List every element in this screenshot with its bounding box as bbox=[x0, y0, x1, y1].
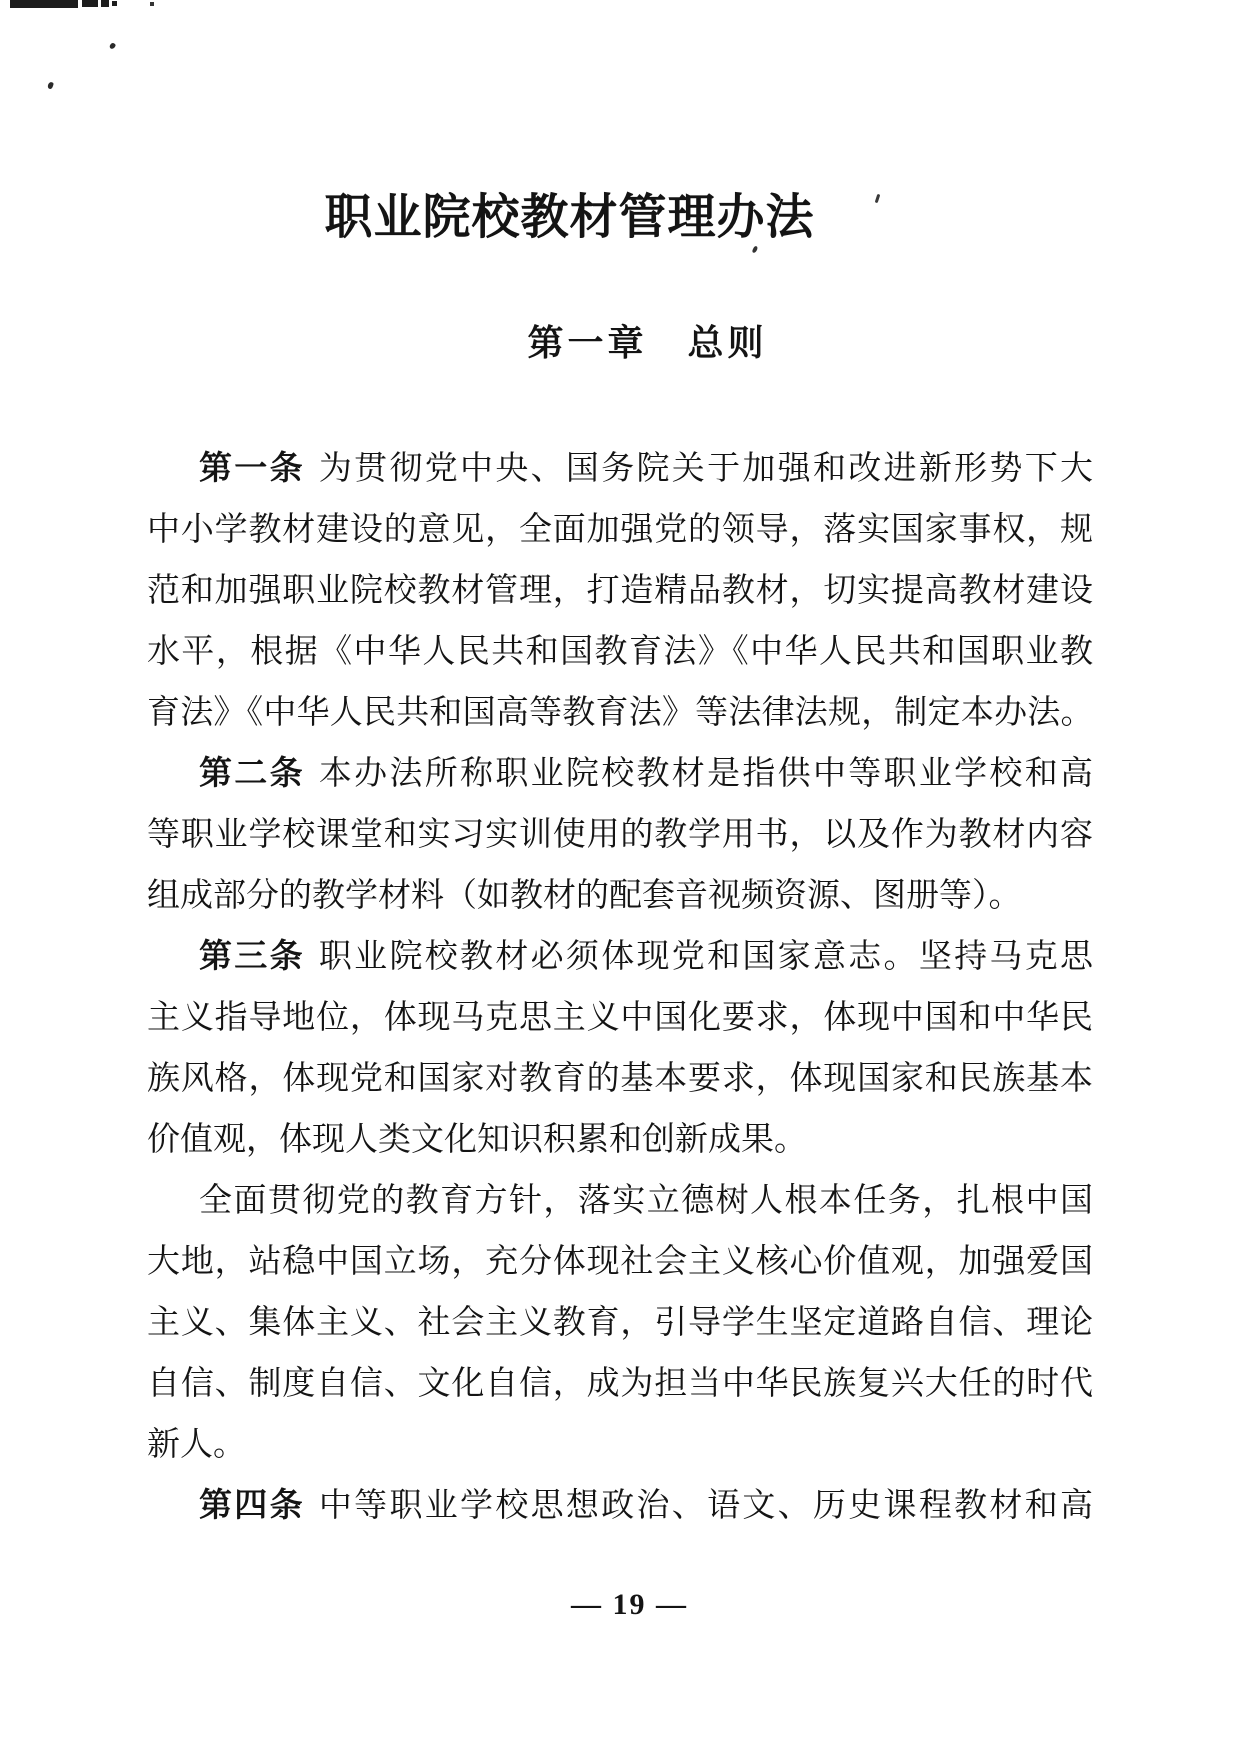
body-line bbox=[147, 439, 1093, 500]
scan-smudge bbox=[101, 0, 109, 7]
line-text: 职业院校教材必须体现党和国家意志。坚持马克思 bbox=[318, 939, 1093, 975]
scan-smudge bbox=[112, 1, 117, 6]
line-text: 族风格，体现党和国家对教育的基本要求，体现国家和民族基本 bbox=[147, 1061, 1093, 1097]
article-label: 第四条 bbox=[199, 1488, 305, 1524]
chapter-heading: 第一章 总则 bbox=[527, 323, 768, 363]
body-line bbox=[147, 927, 1093, 988]
body-line bbox=[147, 561, 1093, 622]
body-line bbox=[147, 1415, 1093, 1476]
body-line bbox=[147, 1049, 1093, 1110]
body-line bbox=[147, 500, 1093, 561]
line-text: 主义指导地位，体现马克思主义中国化要求，体现中国和中华民 bbox=[147, 1000, 1093, 1036]
body-line bbox=[147, 1232, 1093, 1293]
body-line bbox=[147, 1354, 1093, 1415]
scan-smudge bbox=[82, 0, 98, 7]
line-text: 本办法所称职业院校教材是指供中等职业学校和高 bbox=[318, 756, 1093, 792]
line-text: 组成部分的教学材料（如教材的配套音视频资源、图册等）。 bbox=[147, 878, 1022, 914]
line-text: 新人。 bbox=[147, 1427, 246, 1463]
line-text: 自信、制度自信、文化自信，成为担当中华民族复兴大任的时代 bbox=[147, 1366, 1093, 1402]
body-line bbox=[147, 988, 1093, 1049]
body-line bbox=[147, 683, 1093, 744]
body-line bbox=[147, 805, 1093, 866]
line-text: 为贯彻党中央、国务院关于加强和改进新形势下大 bbox=[318, 451, 1093, 487]
body-line bbox=[147, 744, 1093, 805]
body-line bbox=[147, 866, 1093, 927]
body-text bbox=[147, 439, 1093, 1537]
line-text: 主义、集体主义、社会主义教育，引导学生坚定道路自信、理论 bbox=[147, 1305, 1093, 1341]
body-line bbox=[147, 1110, 1093, 1171]
body-line bbox=[147, 622, 1093, 683]
scan-speck bbox=[47, 81, 54, 89]
document-title: 职业院校教材管理办法 bbox=[324, 191, 815, 244]
article-label: 第二条 bbox=[199, 756, 305, 792]
scan-smudge bbox=[10, 0, 78, 8]
body-line bbox=[147, 1476, 1093, 1537]
line-text: 水平，根据《中华人民共和国教育法》《中华人民共和国职业教 bbox=[147, 634, 1093, 670]
line-text: 中小学教材建设的意见，全面加强党的领导，落实国家事权，规 bbox=[147, 512, 1093, 548]
body-line bbox=[147, 1293, 1093, 1354]
line-text: 范和加强职业院校教材管理，打造精品教材，切实提高教材建设 bbox=[147, 573, 1093, 609]
body-line bbox=[147, 1171, 1093, 1232]
scan-speck bbox=[109, 42, 117, 50]
page-number: — 19 — bbox=[571, 1588, 688, 1621]
line-text: 全面贯彻党的教育方针，落实立德树人根本任务，扎根中国 bbox=[199, 1183, 1093, 1219]
scan-smudge bbox=[150, 2, 154, 6]
line-text: 中等职业学校思想政治、语文、历史课程教材和高 bbox=[318, 1488, 1093, 1524]
line-text: 等职业学校课堂和实习实训使用的教学用书，以及作为教材内容 bbox=[147, 817, 1093, 853]
line-text: 价值观，体现人类文化知识积累和创新成果。 bbox=[147, 1122, 807, 1158]
article-label: 第一条 bbox=[199, 451, 305, 487]
article-label: 第三条 bbox=[199, 939, 305, 975]
line-text: 大地，站稳中国立场，充分体现社会主义核心价值观，加强爱国 bbox=[147, 1244, 1093, 1280]
line-text: 育法》《中华人民共和国高等教育法》等法律法规，制定本办法。 bbox=[147, 695, 1093, 731]
